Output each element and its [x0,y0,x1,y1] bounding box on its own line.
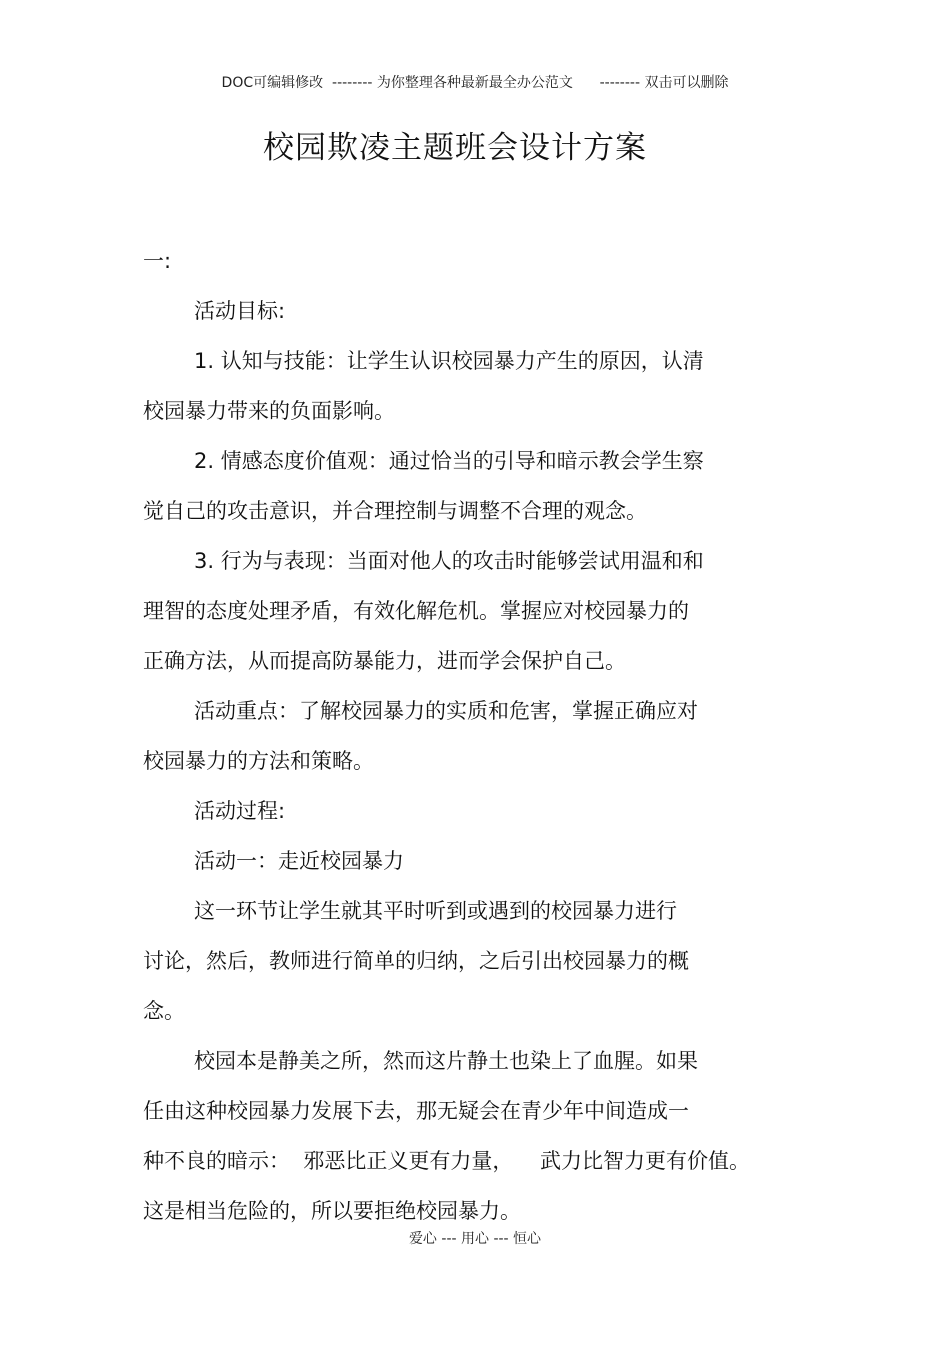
paragraph-line: 念。 [143,999,185,1023]
paragraph-line: 校园暴力带来的负面影响。 [143,399,395,423]
document-body [143,236,803,1236]
paragraph-line: 这一环节让学生就其平时听到或遇到的校园暴力进行 [194,899,677,923]
paragraph-line: 任由这种校园暴力发展下去，那无疑会在青少年中间造成一 [143,1099,689,1123]
footer-note: 爱心 --- 用心 --- 恒心 [408,1231,542,1247]
paragraph-line: 3. 行为与表现：当面对他人的攻击时能够尝试用温和和 [194,549,704,573]
paragraph-line: 校园暴力的方法和策略。 [143,749,374,773]
paragraph-line: 2. 情感态度价值观：通过恰当的引导和暗示教会学生察 [194,449,704,473]
section-heading: 一: [143,249,172,273]
paragraph-line: 活动一：走近校园暴力 [194,849,404,873]
paragraph-line: 校园本是静美之所，然而这片静土也染上了血腥。如果 [194,1049,698,1073]
paragraph-line: 讨论，然后，教师进行简单的归纳，之后引出校园暴力的概 [143,949,689,973]
paragraph-line: 正确方法，从而提高防暴能力，进而学会保护自己。 [143,649,626,673]
paragraph-line: 活动过程: [194,799,286,823]
paragraph-line: 活动目标: [194,299,286,323]
header-note [0,72,950,92]
paragraph-line: 活动重点：了解校园暴力的实质和危害，掌握正确应对 [194,699,698,723]
paragraph-line: 觉自己的攻击意识，并合理控制与调整不合理的观念。 [143,499,647,523]
paragraph-line: 种不良的暗示： 邪恶比正义更有力量， 武力比智力更有价值。 [143,1149,751,1173]
header-note-text: DOC可编辑修改 -------- 为你整理各种最新最全办公范文 -------- 双击可以删除 [221,75,729,91]
document-title: 校园欺凌主题班会设计方案 [263,130,647,166]
paragraph-line: 理智的态度处理矛盾，有效化解危机。掌握应对校园暴力的 [143,599,689,623]
paragraph-line: 1. 认知与技能：让学生认识校园暴力产生的原因，认清 [194,349,704,373]
paragraph-line: 这是相当危险的，所以要拒绝校园暴力。 [143,1199,521,1223]
